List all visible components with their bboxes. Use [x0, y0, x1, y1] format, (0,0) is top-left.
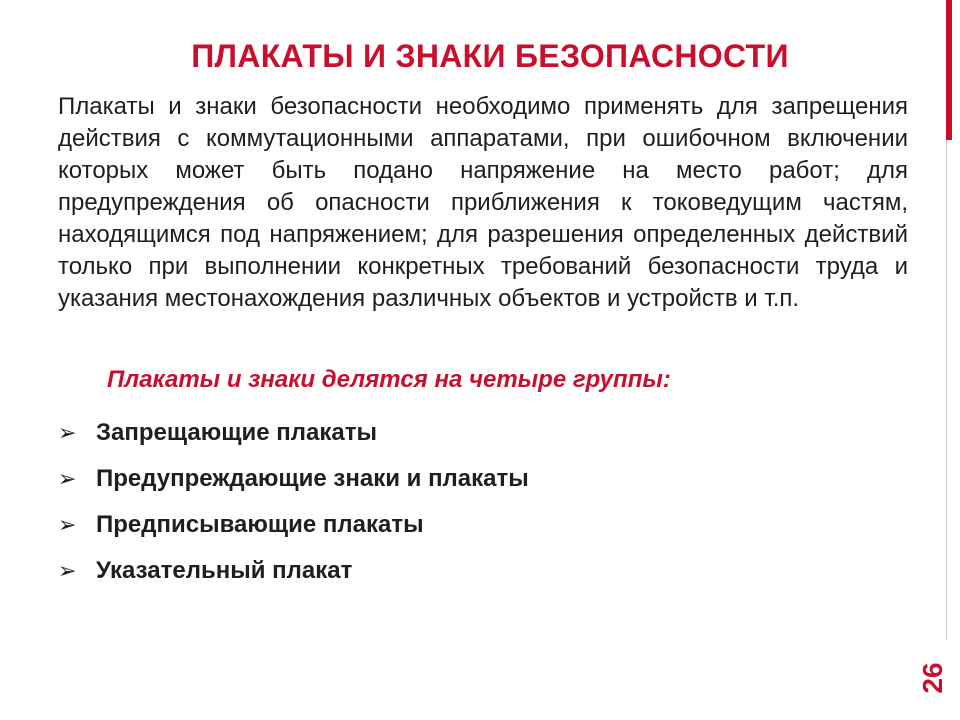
arrow-bullet-icon: ➢ — [58, 512, 77, 538]
list-item-label: Предписывающие плакаты — [96, 511, 424, 538]
list-item — [58, 456, 878, 502]
arrow-bullet-icon: ➢ — [58, 420, 77, 446]
page-number: 26 — [917, 662, 948, 694]
groups-list — [58, 410, 878, 594]
divider-line — [946, 140, 947, 640]
list-item-label: Запрещающие плакаты — [96, 419, 377, 446]
list-item — [58, 410, 878, 456]
list-item — [58, 502, 878, 548]
list-item-label: Указательный плакат — [96, 557, 353, 584]
list-item — [58, 548, 878, 594]
list-item-label: Предупреждающие знаки и плакаты — [96, 465, 529, 492]
body-paragraph: Плакаты и знаки безопасности необходимо применять для запрещения действия с коммутационными аппаратами, при ошибочном включении которых может быть подано напряжение на место работ; для предупреждения об опасности приближения к токоведущим частям, находящимся под напряжением; для разрешения определенных действий только при выполнении конкретных требований безопасности труда и указания местонахождения различных объектов и устройств и т.п. — [58, 93, 908, 312]
arrow-bullet-icon: ➢ — [58, 466, 77, 492]
groups-subheading: Плакаты и знаки делятся на четыре группы: — [107, 366, 671, 393]
arrow-bullet-icon: ➢ — [58, 558, 77, 584]
accent-strip — [946, 0, 952, 140]
slide-title: ПЛАКАТЫ И ЗНАКИ БЕЗОПАСНОСТИ — [191, 38, 789, 74]
